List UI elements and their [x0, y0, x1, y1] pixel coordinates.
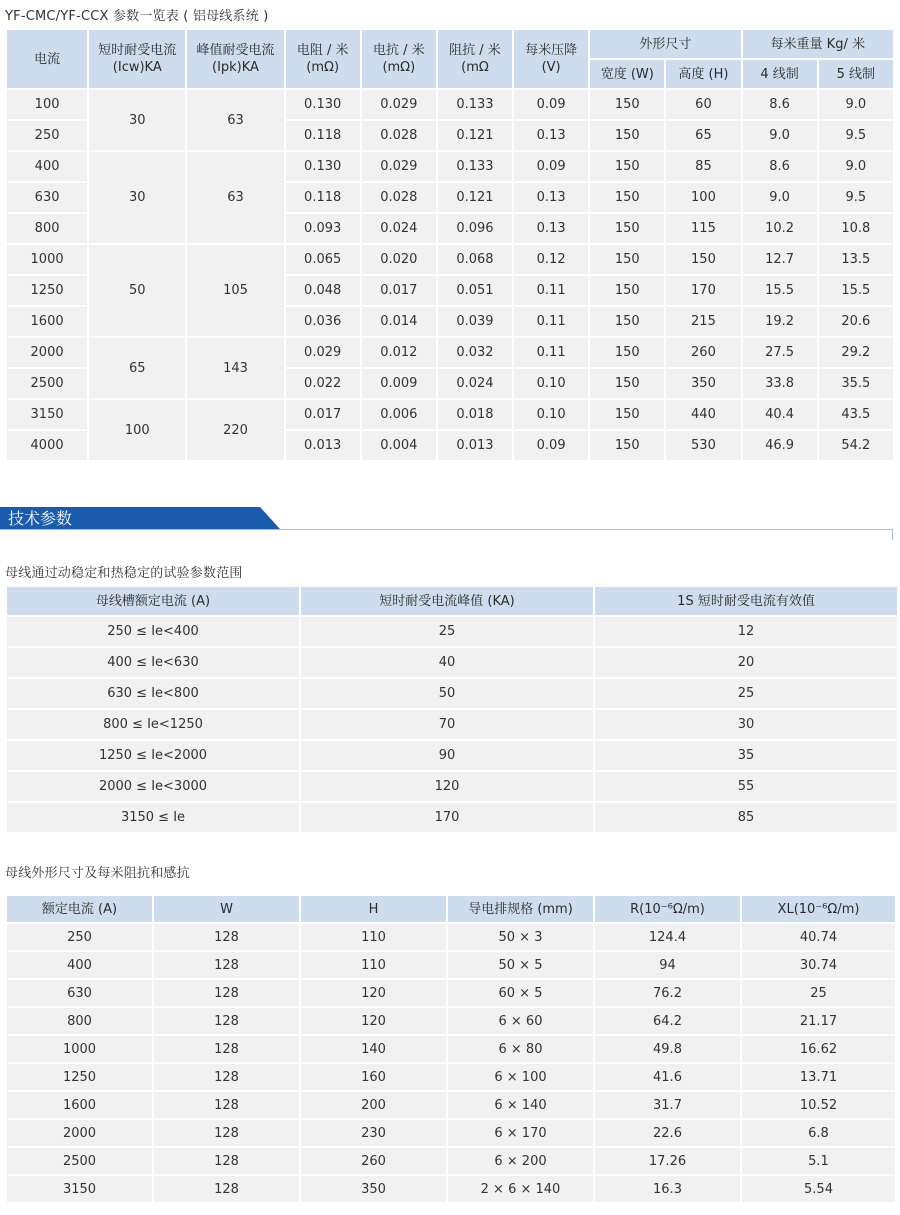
table-cell: 0.12 — [514, 245, 588, 274]
table-cell: 170 — [666, 276, 740, 305]
table-cell: 1250 — [7, 276, 87, 305]
table-cell: 8.6 — [743, 90, 817, 119]
table-cell: 0.028 — [362, 183, 436, 212]
table-cell: 400 — [7, 952, 152, 978]
table-row — [7, 90, 893, 119]
table-cell: 250 — [7, 924, 152, 950]
table-cell: 0.13 — [514, 121, 588, 150]
ipk-cell: 63 — [187, 90, 283, 150]
table-cell: 2500 — [7, 369, 87, 398]
table-cell: 21.17 — [742, 1008, 895, 1034]
table-row — [7, 679, 897, 708]
table-cell: 85 — [595, 803, 897, 832]
table-cell: 60 — [666, 90, 740, 119]
header-5wire: 5 线制 — [819, 60, 893, 88]
table-cell: 0.068 — [438, 245, 512, 274]
table-cell: 90 — [301, 741, 593, 770]
table-cell: 260 — [666, 338, 740, 367]
table-cell: 6 × 200 — [448, 1148, 593, 1174]
stability-test-table — [5, 585, 899, 834]
header-dimensions: 外形尺寸 — [590, 30, 740, 58]
table-cell: 2000 ≤ Ie<3000 — [7, 772, 299, 801]
table-row — [7, 338, 893, 367]
table-cell: 800 — [7, 214, 87, 243]
table-cell: 0.133 — [438, 152, 512, 181]
table-cell: 17.26 — [595, 1148, 740, 1174]
column-header: 短时耐受电流峰值 (KA) — [301, 587, 593, 615]
table-cell: 70 — [301, 710, 593, 739]
table-cell: 128 — [154, 1036, 299, 1062]
table-cell: 0.029 — [362, 152, 436, 181]
table1-title: YF-CMC/YF-CCX 参数一览表 ( 铝母线系统 ) — [5, 9, 269, 24]
table-cell: 0.051 — [438, 276, 512, 305]
table-cell: 0.024 — [362, 214, 436, 243]
table-row — [7, 952, 895, 978]
table-cell: 16.3 — [595, 1176, 740, 1202]
table-cell: 0.006 — [362, 400, 436, 429]
table-cell: 530 — [666, 431, 740, 460]
table-cell: 128 — [154, 1064, 299, 1090]
table-row — [7, 803, 897, 832]
table-row — [7, 400, 893, 429]
header-4wire: 4 线制 — [743, 60, 817, 88]
table-cell: 0.020 — [362, 245, 436, 274]
table-cell: 0.121 — [438, 121, 512, 150]
table-cell: 260 — [301, 1148, 446, 1174]
table3-title: 母线外形尺寸及每米阻抗和感抗 — [5, 866, 190, 881]
table-cell: 13.5 — [819, 245, 893, 274]
table-cell: 12 — [595, 617, 897, 646]
table-cell: 1600 — [7, 307, 87, 336]
table-cell: 0.017 — [286, 400, 360, 429]
section-bar-graphic — [0, 507, 893, 541]
table-cell: 40.74 — [742, 924, 895, 950]
table-cell: 0.10 — [514, 400, 588, 429]
table-cell: 29.2 — [819, 338, 893, 367]
table-cell: 30 — [595, 710, 897, 739]
table-cell: 3150 ≤ Ie — [7, 803, 299, 832]
table-cell: 50 × 3 — [448, 924, 593, 950]
table-cell: 128 — [154, 1176, 299, 1202]
table-cell: 0.09 — [514, 152, 588, 181]
table-cell: 76.2 — [595, 980, 740, 1006]
table-cell: 9.0 — [819, 152, 893, 181]
column-header: H — [301, 896, 446, 922]
header-ipk: 峰值耐受电流 (Ipk)KA — [187, 30, 283, 88]
table-cell: 0.013 — [438, 431, 512, 460]
icw-cell: 30 — [89, 90, 185, 150]
table-row — [7, 245, 893, 274]
table-cell: 150 — [590, 431, 664, 460]
table-cell: 630 — [7, 980, 152, 1006]
table-cell: 0.028 — [362, 121, 436, 150]
table-cell: 0.13 — [514, 214, 588, 243]
table-cell: 46.9 — [743, 431, 817, 460]
table-cell: 150 — [590, 152, 664, 181]
table-row — [7, 741, 897, 770]
icw-cell: 65 — [89, 338, 185, 398]
table-cell: 150 — [590, 183, 664, 212]
table-cell: 150 — [590, 90, 664, 119]
table-row — [7, 772, 897, 801]
table-cell: 50 — [301, 679, 593, 708]
table-cell: 40 — [301, 648, 593, 677]
table-row — [7, 1008, 895, 1034]
table-cell: 120 — [301, 772, 593, 801]
table-cell: 3150 — [7, 1176, 152, 1202]
table-cell: 20.6 — [819, 307, 893, 336]
table-cell: 150 — [666, 245, 740, 274]
table-cell: 0.121 — [438, 183, 512, 212]
table-cell: 41.6 — [595, 1064, 740, 1090]
table-cell: 6 × 100 — [448, 1064, 593, 1090]
table-cell: 0.032 — [438, 338, 512, 367]
table-cell: 0.014 — [362, 307, 436, 336]
table-cell: 150 — [590, 369, 664, 398]
section-header — [0, 507, 893, 541]
table-cell: 150 — [590, 400, 664, 429]
table-cell: 0.039 — [438, 307, 512, 336]
table-cell: 4000 — [7, 431, 87, 460]
table-cell: 5.54 — [742, 1176, 895, 1202]
header-resistance: 电阻 / 米 (mΩ) — [286, 30, 360, 88]
table-cell: 0.004 — [362, 431, 436, 460]
table-cell: 0.096 — [438, 214, 512, 243]
ipk-cell: 105 — [187, 245, 283, 336]
table-cell: 150 — [590, 338, 664, 367]
table-row — [7, 1148, 895, 1174]
ipk-cell: 220 — [187, 400, 283, 460]
table-cell: 6 × 60 — [448, 1008, 593, 1034]
table-cell: 25 — [301, 617, 593, 646]
table-cell: 6 × 80 — [448, 1036, 593, 1062]
table-cell: 0.009 — [362, 369, 436, 398]
table-cell: 0.11 — [514, 338, 588, 367]
table-cell: 25 — [742, 980, 895, 1006]
table-cell: 150 — [590, 214, 664, 243]
params-table — [5, 28, 895, 462]
table-cell: 0.09 — [514, 90, 588, 119]
table-cell: 9.0 — [743, 183, 817, 212]
table-cell: 6 × 170 — [448, 1120, 593, 1146]
table-cell: 350 — [301, 1176, 446, 1202]
table-cell: 140 — [301, 1036, 446, 1062]
table-cell: 9.5 — [819, 121, 893, 150]
table-cell: 110 — [301, 952, 446, 978]
table-cell: 250 — [7, 121, 87, 150]
table-cell: 250 ≤ Ie<400 — [7, 617, 299, 646]
table-cell: 8.6 — [743, 152, 817, 181]
table-cell: 30.74 — [742, 952, 895, 978]
table-cell: 128 — [154, 952, 299, 978]
table-cell: 215 — [666, 307, 740, 336]
table-row — [7, 1036, 895, 1062]
table-cell: 440 — [666, 400, 740, 429]
table-cell: 128 — [154, 1092, 299, 1118]
table-row — [7, 710, 897, 739]
table-cell: 6 × 140 — [448, 1092, 593, 1118]
table-cell: 0.024 — [438, 369, 512, 398]
table-cell: 0.036 — [286, 307, 360, 336]
table-cell: 800 — [7, 1008, 152, 1034]
table-cell: 2 × 6 × 140 — [448, 1176, 593, 1202]
table-cell: 10.52 — [742, 1092, 895, 1118]
table-cell: 15.5 — [819, 276, 893, 305]
table-cell: 150 — [590, 307, 664, 336]
table-cell: 9.5 — [819, 183, 893, 212]
header-weight: 每米重量 Kg/ 米 — [743, 30, 893, 58]
column-header: W — [154, 896, 299, 922]
table-cell: 400 ≤ Ie<630 — [7, 648, 299, 677]
table-cell: 54.2 — [819, 431, 893, 460]
table-cell: 230 — [301, 1120, 446, 1146]
table-cell: 1600 — [7, 1092, 152, 1118]
table-cell: 0.130 — [286, 90, 360, 119]
table-row — [7, 980, 895, 1006]
table-cell: 0.11 — [514, 276, 588, 305]
table-cell: 25 — [595, 679, 897, 708]
header-width: 宽度 (W) — [590, 60, 664, 88]
header-height: 高度 (H) — [666, 60, 740, 88]
ipk-cell: 143 — [187, 338, 283, 398]
table-cell: 94 — [595, 952, 740, 978]
table-cell: 3150 — [7, 400, 87, 429]
table-cell: 200 — [301, 1092, 446, 1118]
icw-cell: 100 — [89, 400, 185, 460]
table-cell: 128 — [154, 1148, 299, 1174]
table-cell: 35.5 — [819, 369, 893, 398]
table-row — [7, 648, 897, 677]
table-cell: 22.6 — [595, 1120, 740, 1146]
table-cell: 0.130 — [286, 152, 360, 181]
table2-title: 母线通过动稳定和热稳定的试验参数范围 — [5, 566, 243, 581]
table-cell: 128 — [154, 924, 299, 950]
table-cell: 40.4 — [743, 400, 817, 429]
table-cell: 12.7 — [743, 245, 817, 274]
table-cell: 128 — [154, 980, 299, 1006]
table-cell: 20 — [595, 648, 897, 677]
table-cell: 1250 ≤ Ie<2000 — [7, 741, 299, 770]
table-cell: 0.017 — [362, 276, 436, 305]
table-cell: 2000 — [7, 338, 87, 367]
table-cell: 0.118 — [286, 121, 360, 150]
table-cell: 115 — [666, 214, 740, 243]
table-cell: 13.71 — [742, 1064, 895, 1090]
table-cell: 55 — [595, 772, 897, 801]
table-cell: 9.0 — [819, 90, 893, 119]
table-cell: 0.013 — [286, 431, 360, 460]
header-impedance: 阻抗 / 米 (mΩ — [438, 30, 512, 88]
header-current: 电流 — [7, 30, 87, 88]
table-cell: 0.065 — [286, 245, 360, 274]
table-cell: 350 — [666, 369, 740, 398]
header-icw: 短时耐受电流 (Icw)KA — [89, 30, 185, 88]
table-cell: 160 — [301, 1064, 446, 1090]
table-row — [7, 1092, 895, 1118]
table-cell: 49.8 — [595, 1036, 740, 1062]
column-header: 导电排规格 (mm) — [448, 896, 593, 922]
table-cell: 50 × 5 — [448, 952, 593, 978]
table-cell: 0.029 — [286, 338, 360, 367]
dimensions-impedance-table — [5, 894, 897, 1204]
table-cell: 110 — [301, 924, 446, 950]
table-cell: 43.5 — [819, 400, 893, 429]
table-row — [7, 1176, 895, 1202]
table-cell: 33.8 — [743, 369, 817, 398]
table-row — [7, 152, 893, 181]
column-header: R(10⁻⁶Ω/m) — [595, 896, 740, 922]
table-cell: 120 — [301, 980, 446, 1006]
table-cell: 15.5 — [743, 276, 817, 305]
ipk-cell: 63 — [187, 152, 283, 243]
table-cell: 0.022 — [286, 369, 360, 398]
column-header: 额定电流 (A) — [7, 896, 152, 922]
table-row — [7, 617, 897, 646]
table-cell: 9.0 — [743, 121, 817, 150]
table-cell: 0.11 — [514, 307, 588, 336]
table-cell: 0.133 — [438, 90, 512, 119]
table-cell: 0.093 — [286, 214, 360, 243]
table-cell: 630 ≤ Ie<800 — [7, 679, 299, 708]
table-cell: 400 — [7, 152, 87, 181]
table-cell: 19.2 — [743, 307, 817, 336]
table-cell: 1000 — [7, 1036, 152, 1062]
table-cell: 124.4 — [595, 924, 740, 950]
header-reactance: 电抗 / 米 (mΩ) — [362, 30, 436, 88]
table-cell: 0.012 — [362, 338, 436, 367]
table-row — [7, 1120, 895, 1146]
table-cell: 31.7 — [595, 1092, 740, 1118]
table-cell: 27.5 — [743, 338, 817, 367]
table-cell: 2500 — [7, 1148, 152, 1174]
column-header: 母线槽额定电流 (A) — [7, 587, 299, 615]
table-cell: 128 — [154, 1120, 299, 1146]
column-header: XL(10⁻⁶Ω/m) — [742, 896, 895, 922]
section-title: 技术参数 — [8, 509, 73, 528]
table-cell: 6.8 — [742, 1120, 895, 1146]
table-cell: 170 — [301, 803, 593, 832]
table-cell: 5.1 — [742, 1148, 895, 1174]
table-cell: 10.8 — [819, 214, 893, 243]
table-cell: 0.029 — [362, 90, 436, 119]
table-row — [7, 924, 895, 950]
table-cell: 0.048 — [286, 276, 360, 305]
header-voltage-drop: 每米压降 (V) — [514, 30, 588, 88]
table-cell: 60 × 5 — [448, 980, 593, 1006]
table-cell: 64.2 — [595, 1008, 740, 1034]
table-cell: 800 ≤ Ie<1250 — [7, 710, 299, 739]
table-cell: 100 — [666, 183, 740, 212]
table-cell: 0.118 — [286, 183, 360, 212]
table-cell: 85 — [666, 152, 740, 181]
table-cell: 10.2 — [743, 214, 817, 243]
table-cell: 630 — [7, 183, 87, 212]
table-cell: 150 — [590, 245, 664, 274]
icw-cell: 50 — [89, 245, 185, 336]
table-cell: 65 — [666, 121, 740, 150]
table-cell: 1000 — [7, 245, 87, 274]
table-cell: 1250 — [7, 1064, 152, 1090]
table-cell: 0.09 — [514, 431, 588, 460]
table-cell: 128 — [154, 1008, 299, 1034]
table-cell: 0.018 — [438, 400, 512, 429]
table-cell: 150 — [590, 276, 664, 305]
table-row — [7, 1064, 895, 1090]
column-header: 1S 短时耐受电流有效值 — [595, 587, 897, 615]
table-cell: 0.13 — [514, 183, 588, 212]
icw-cell: 30 — [89, 152, 185, 243]
table-cell: 0.10 — [514, 369, 588, 398]
table-cell: 35 — [595, 741, 897, 770]
table-cell: 120 — [301, 1008, 446, 1034]
table-cell: 100 — [7, 90, 87, 119]
table-cell: 2000 — [7, 1120, 152, 1146]
table-cell: 16.62 — [742, 1036, 895, 1062]
table-cell: 150 — [590, 121, 664, 150]
